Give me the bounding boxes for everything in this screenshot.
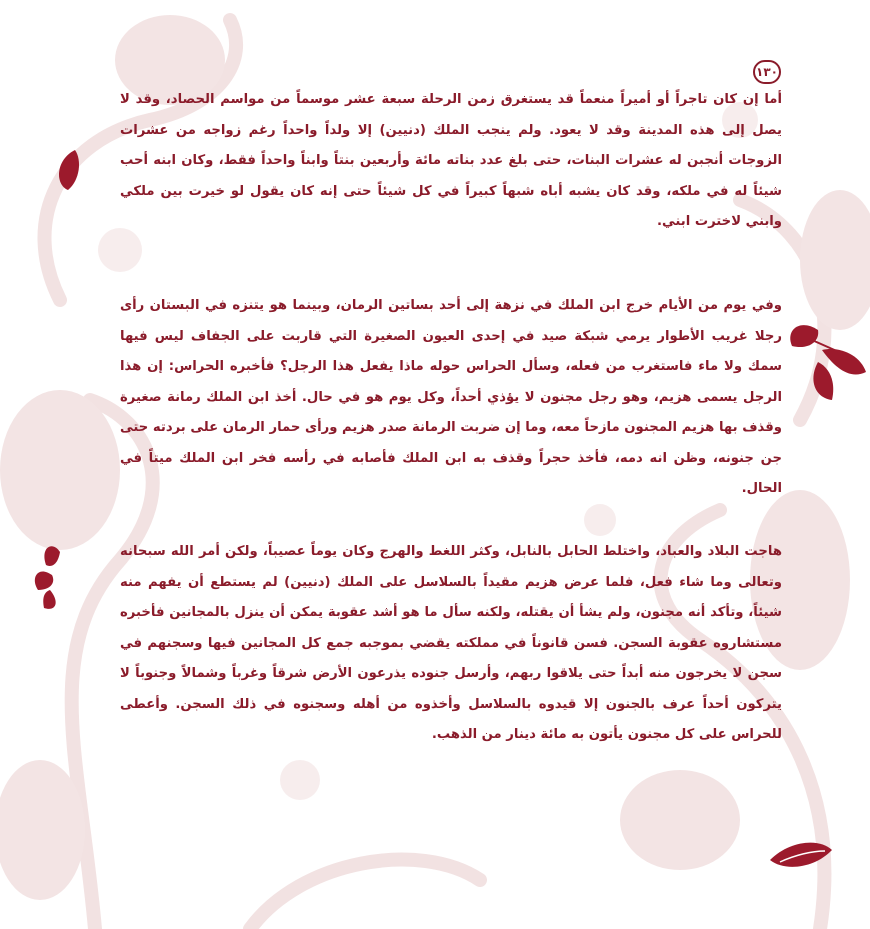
floral-swirl-bottom bbox=[250, 860, 480, 929]
floral-bloom-left bbox=[0, 390, 120, 550]
floral-bloom-right-bottom bbox=[620, 770, 740, 870]
floral-dot-4 bbox=[584, 504, 616, 536]
paragraph-1: أما إن كان تاجراً أو أميراً منعماً قد يستغرق زمن الرحلة سبعة عشر موسماً من مواسم الحصاد، وقد لا يصل إلى هذه المدينة وقد لا يعود. ولم ينجب الملك (دنيين) إلا ولداً واحداً رغم زواجه من عشرات الزوجات أنجبن له عشرات البنات، حتى بلغ عدد بناته مائة وأربعين بنتاً وابناً واحداً فقط، وكان ابنه أحب شيئاً له في ملكه، وقد كان يشبه أباه شبهاً كبيراً في كل شيئاً حتى إنه كان يقول لو خيرت بين ملكي وابني لاخترت ابني. bbox=[120, 92, 782, 229]
paragraph-2: وفي يوم من الأيام خرج ابن الملك في نزهة إلى أحد بساتين الرمان، وبينما هو يتنزه في البستان رأى رجلا غريب الأطوار يرمي شبكة صيد في إحدى العيون الصغيرة التي قاربت على الجفاف ليس فيها سمك ولا ماء فاستغرب من فعله، وسأل الحراس حوله ماذا يفعل هذا الرجل؟ فأخبره الحراس: إن هذا الرجل يسمى هزيم، وهو رجل مجنون لا يؤذي أحداً، وكل يوم هو في حال. أخذ ابن الملك رمانة صغيرة وقذف بها هزيم المجنون مازحاً معه، وما إن ضربت الرمانة صدر هزيم ورأى حمار الرمان على بردته حتى جن جنونه، وظن انه دمه، فأخذ حجراً وقذف به ابن الملك فأصابه في رأسه فخر ابن الملك ميتاً في الحال. bbox=[120, 298, 782, 496]
floral-bloom-right-top bbox=[800, 190, 870, 330]
page-number: ١٣٠ bbox=[753, 60, 781, 84]
leaf-cluster-icon-left bbox=[35, 546, 60, 609]
floral-dot-3 bbox=[280, 760, 320, 800]
paragraph-3: هاجت البلاد والعباد، واختلط الحابل بالنابل، وكثر اللغط والهرج وكان يوماً عصيباً، ولكن أمر الله سبحانه وتعالى وما شاء فعل، فلما عرض هزيم مقيداً بالسلاسل على الملك (دنيين) لم يستطع أن يفهم منه شيئاً، وتأكد أنه مجنون، ولم يشأ أن يقتله، ولكنه سأل ما هو أشد عقوبة يمكن أن ينزل بالمجانين فأخبره مستشاروه عقوبة السجن. فسن قانوناً في مملكته يقضي بموجبه جمع كل المجانين فيها وسجنهم في سجن لا يخرجون منه أبداً حتى يلاقوا ربهم، وأرسل جنوده يذرعون الأرض شرقاً وغرباً وشمالاً وجنوباً لا يتركون أحداً عرف بالجنون إلا قيدوه بالسلاسل وأخذوه من أهله وسجنوه في ذلك السجن. وأعطى للحراس على كل مجنون يأتون به مائة دينار من الذهب. bbox=[120, 544, 782, 742]
leaf-icon-upper-left bbox=[59, 150, 79, 190]
